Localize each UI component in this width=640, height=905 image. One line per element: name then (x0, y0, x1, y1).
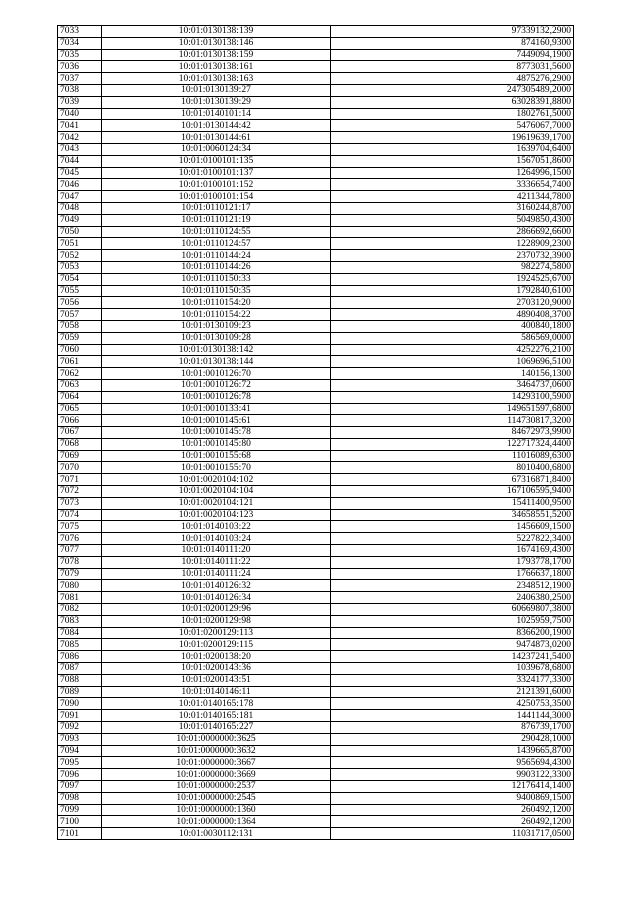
table-body (58, 26, 574, 840)
cadastral-value-cell: 84672973,9900 (331, 427, 574, 439)
row-number-cell: 7070 (58, 462, 102, 474)
table-row (58, 167, 574, 179)
cadastral-value-cell: 11031717,0500 (331, 828, 574, 840)
cadastral-number-cell: 10:01:0140101:14 (102, 108, 331, 120)
row-number-cell: 7057 (58, 309, 102, 321)
cadastral-number-cell: 10:01:0110121:17 (102, 202, 331, 214)
row-number-cell: 7054 (58, 273, 102, 285)
table-row (58, 191, 574, 203)
row-number-cell: 7098 (58, 792, 102, 804)
row-number-cell: 7092 (58, 722, 102, 734)
cadastral-value-cell: 9474873,0200 (331, 639, 574, 651)
row-number-cell: 7041 (58, 120, 102, 132)
row-number-cell: 7083 (58, 615, 102, 627)
row-number-cell: 7036 (58, 61, 102, 73)
row-number-cell: 7055 (58, 285, 102, 297)
row-number-cell: 7084 (58, 627, 102, 639)
cadastral-number-cell: 10:01:0110150:35 (102, 285, 331, 297)
cadastral-number-cell: 10:01:0000000:2537 (102, 781, 331, 793)
cadastral-value-cell: 876739,1700 (331, 722, 574, 734)
cadastral-value-cell: 7449094,1900 (331, 49, 574, 61)
cadastral-value-cell: 247305489,2000 (331, 84, 574, 96)
row-number-cell: 7082 (58, 604, 102, 616)
table-row (58, 604, 574, 616)
table-row (58, 462, 574, 474)
table-row (58, 804, 574, 816)
row-number-cell: 7063 (58, 379, 102, 391)
cadastral-number-cell: 10:01:0110154:22 (102, 309, 331, 321)
cadastral-value-cell: 19619639,1700 (331, 132, 574, 144)
cadastral-value-cell: 2866692,6600 (331, 226, 574, 238)
cadastral-number-cell: 10:01:0100101:154 (102, 191, 331, 203)
table-row (58, 615, 574, 627)
cadastral-value-cell: 1439665,8700 (331, 745, 574, 757)
cadastral-value-cell: 1793778,1700 (331, 556, 574, 568)
row-number-cell: 7087 (58, 663, 102, 675)
cadastral-number-cell: 10:01:0110121:19 (102, 214, 331, 226)
cadastral-value-cell: 1456609,1500 (331, 521, 574, 533)
cadastral-number-cell: 10:01:0200129:113 (102, 627, 331, 639)
cadastral-value-cell: 1567051,8600 (331, 155, 574, 167)
table-row (58, 120, 574, 132)
row-number-cell: 7069 (58, 450, 102, 462)
table-row (58, 639, 574, 651)
row-number-cell: 7043 (58, 143, 102, 155)
row-number-cell: 7101 (58, 828, 102, 840)
cadastral-number-cell: 10:01:0010126:72 (102, 379, 331, 391)
cadastral-value-cell: 114730817,3200 (331, 415, 574, 427)
table-row (58, 497, 574, 509)
row-number-cell: 7089 (58, 686, 102, 698)
cadastral-value-cell: 12176414,1400 (331, 781, 574, 793)
cadastral-number-cell: 10:01:0020104:104 (102, 486, 331, 498)
table-row (58, 427, 574, 439)
cadastral-value-cell: 8010400,6800 (331, 462, 574, 474)
row-number-cell: 7093 (58, 733, 102, 745)
cadastral-number-cell: 10:01:0140103:22 (102, 521, 331, 533)
table-row (58, 214, 574, 226)
cadastral-number-cell: 10:01:0060124:34 (102, 143, 331, 155)
cadastral-number-cell: 10:01:0010145:61 (102, 415, 331, 427)
table-row (58, 143, 574, 155)
table-row (58, 698, 574, 710)
table-row (58, 344, 574, 356)
cadastral-number-cell: 10:01:0000000:3667 (102, 757, 331, 769)
cadastral-value-cell: 4875276,2900 (331, 73, 574, 85)
cadastral-value-cell: 9565694,4300 (331, 757, 574, 769)
row-number-cell: 7064 (58, 391, 102, 403)
cadastral-value-cell: 586569,0000 (331, 332, 574, 344)
cadastral-number-cell: 10:01:0200129:115 (102, 639, 331, 651)
row-number-cell: 7073 (58, 497, 102, 509)
cadastral-number-cell: 10:01:0130144:42 (102, 120, 331, 132)
row-number-cell: 7090 (58, 698, 102, 710)
cadastral-value-cell: 1802761,5000 (331, 108, 574, 120)
table-row (58, 285, 574, 297)
table-row (58, 486, 574, 498)
table-row (58, 261, 574, 273)
cadastral-number-cell: 10:01:0000000:3625 (102, 733, 331, 745)
cadastral-value-cell: 4890408,3700 (331, 309, 574, 321)
row-number-cell: 7046 (58, 179, 102, 191)
cadastral-number-cell: 10:01:0110154:20 (102, 297, 331, 309)
row-number-cell: 7099 (58, 804, 102, 816)
row-number-cell: 7052 (58, 250, 102, 262)
cadastral-value-cell: 60669807,3800 (331, 604, 574, 616)
table-row (58, 521, 574, 533)
table-row (58, 273, 574, 285)
row-number-cell: 7080 (58, 580, 102, 592)
cadastral-value-table (57, 25, 574, 840)
cadastral-value-cell: 97339132,2900 (331, 26, 574, 38)
row-number-cell: 7085 (58, 639, 102, 651)
cadastral-number-cell: 10:01:0130138:159 (102, 49, 331, 61)
row-number-cell: 7047 (58, 191, 102, 203)
cadastral-number-cell: 10:01:0200138:20 (102, 651, 331, 663)
row-number-cell: 7067 (58, 427, 102, 439)
row-number-cell: 7049 (58, 214, 102, 226)
table-row (58, 96, 574, 108)
cadastral-number-cell: 10:01:0130139:27 (102, 84, 331, 96)
table-row (58, 226, 574, 238)
cadastral-number-cell: 10:01:0110124:55 (102, 226, 331, 238)
cadastral-value-cell: 3324177,3300 (331, 674, 574, 686)
table-row (58, 474, 574, 486)
row-number-cell: 7068 (58, 438, 102, 450)
row-number-cell: 7088 (58, 674, 102, 686)
cadastral-number-cell: 10:01:0200143:36 (102, 663, 331, 675)
row-number-cell: 7042 (58, 132, 102, 144)
cadastral-value-cell: 2121391,6000 (331, 686, 574, 698)
cadastral-number-cell: 10:01:0020104:102 (102, 474, 331, 486)
table-row (58, 84, 574, 96)
row-number-cell: 7044 (58, 155, 102, 167)
row-number-cell: 7078 (58, 556, 102, 568)
cadastral-value-cell: 1766637,1800 (331, 568, 574, 580)
cadastral-value-cell: 5049850,4300 (331, 214, 574, 226)
cadastral-number-cell: 10:01:0110150:33 (102, 273, 331, 285)
table-row (58, 792, 574, 804)
row-number-cell: 7060 (58, 344, 102, 356)
cadastral-value-cell: 260492,1200 (331, 816, 574, 828)
cadastral-value-cell: 1264996,1500 (331, 167, 574, 179)
table-row (58, 356, 574, 368)
cadastral-number-cell: 10:01:0100101:135 (102, 155, 331, 167)
cadastral-number-cell: 10:01:0130109:23 (102, 320, 331, 332)
row-number-cell: 7086 (58, 651, 102, 663)
row-number-cell: 7058 (58, 320, 102, 332)
cadastral-number-cell: 10:01:0010145:80 (102, 438, 331, 450)
row-number-cell: 7074 (58, 509, 102, 521)
cadastral-value-cell: 1674169,4300 (331, 545, 574, 557)
cadastral-value-cell: 1025959,7500 (331, 615, 574, 627)
table-row (58, 828, 574, 840)
cadastral-number-cell: 10:01:0010126:78 (102, 391, 331, 403)
table-row (58, 379, 574, 391)
cadastral-number-cell: 10:01:0000000:1360 (102, 804, 331, 816)
row-number-cell: 7035 (58, 49, 102, 61)
row-number-cell: 7039 (58, 96, 102, 108)
table-row (58, 26, 574, 38)
cadastral-number-cell: 10:01:0100101:137 (102, 167, 331, 179)
cadastral-number-cell: 10:01:0130138:161 (102, 61, 331, 73)
row-number-cell: 7045 (58, 167, 102, 179)
cadastral-number-cell: 10:01:0020104:121 (102, 497, 331, 509)
row-number-cell: 7097 (58, 781, 102, 793)
cadastral-number-cell: 10:01:0140111:22 (102, 556, 331, 568)
cadastral-number-cell: 10:01:0000000:3669 (102, 769, 331, 781)
table-row (58, 450, 574, 462)
cadastral-value-cell: 9400869,1500 (331, 792, 574, 804)
cadastral-number-cell: 10:01:0110144:24 (102, 250, 331, 262)
table-row (58, 769, 574, 781)
row-number-cell: 7095 (58, 757, 102, 769)
cadastral-value-cell: 149651597,6800 (331, 403, 574, 415)
row-number-cell: 7040 (58, 108, 102, 120)
row-number-cell: 7091 (58, 710, 102, 722)
cadastral-value-cell: 982274,5800 (331, 261, 574, 273)
row-number-cell: 7100 (58, 816, 102, 828)
cadastral-value-cell: 11016089,6300 (331, 450, 574, 462)
cadastral-value-cell: 4250753,3500 (331, 698, 574, 710)
row-number-cell: 7076 (58, 533, 102, 545)
row-number-cell: 7062 (58, 368, 102, 380)
cadastral-value-cell: 15411400,9500 (331, 497, 574, 509)
cadastral-value-cell: 8366200,1900 (331, 627, 574, 639)
row-number-cell: 7053 (58, 261, 102, 273)
row-number-cell: 7051 (58, 238, 102, 250)
cadastral-value-cell: 4211344,7800 (331, 191, 574, 203)
table-row (58, 61, 574, 73)
row-number-cell: 7034 (58, 37, 102, 49)
row-number-cell: 7079 (58, 568, 102, 580)
table-row (58, 250, 574, 262)
cadastral-number-cell: 10:01:0130144:61 (102, 132, 331, 144)
row-number-cell: 7071 (58, 474, 102, 486)
cadastral-number-cell: 10:01:0200129:98 (102, 615, 331, 627)
table-row (58, 368, 574, 380)
cadastral-value-cell: 34658551,5200 (331, 509, 574, 521)
cadastral-number-cell: 10:01:0140165:181 (102, 710, 331, 722)
row-number-cell: 7033 (58, 26, 102, 38)
table-row (58, 722, 574, 734)
cadastral-number-cell: 10:01:0030112:131 (102, 828, 331, 840)
cadastral-number-cell: 10:01:0010126:70 (102, 368, 331, 380)
cadastral-value-cell: 2703120,9000 (331, 297, 574, 309)
row-number-cell: 7056 (58, 297, 102, 309)
cadastral-value-cell: 14237241,5400 (331, 651, 574, 663)
cadastral-number-cell: 10:01:0100101:152 (102, 179, 331, 191)
cadastral-value-cell: 63028391,8800 (331, 96, 574, 108)
table-row (58, 108, 574, 120)
table-row (58, 568, 574, 580)
cadastral-value-cell: 9903122,3300 (331, 769, 574, 781)
cadastral-value-cell: 4252276,2100 (331, 344, 574, 356)
table-row (58, 556, 574, 568)
row-number-cell: 7096 (58, 769, 102, 781)
table-row (58, 686, 574, 698)
row-number-cell: 7081 (58, 592, 102, 604)
cadastral-number-cell: 10:01:0200143:51 (102, 674, 331, 686)
cadastral-number-cell: 10:01:0130138:163 (102, 73, 331, 85)
cadastral-value-cell: 3464737,0600 (331, 379, 574, 391)
table-row (58, 37, 574, 49)
cadastral-number-cell: 10:01:0130138:142 (102, 344, 331, 356)
table-row (58, 438, 574, 450)
row-number-cell: 7072 (58, 486, 102, 498)
table-row (58, 757, 574, 769)
table-row (58, 545, 574, 557)
row-number-cell: 7050 (58, 226, 102, 238)
row-number-cell: 7075 (58, 521, 102, 533)
cadastral-value-cell: 1792840,6100 (331, 285, 574, 297)
cadastral-number-cell: 10:01:0130139:29 (102, 96, 331, 108)
cadastral-number-cell: 10:01:0010155:68 (102, 450, 331, 462)
cadastral-number-cell: 10:01:0140126:32 (102, 580, 331, 592)
cadastral-number-cell: 10:01:0130138:139 (102, 26, 331, 38)
table-row (58, 663, 574, 675)
table-row (58, 816, 574, 828)
table-row (58, 391, 574, 403)
cadastral-number-cell: 10:01:0000000:3632 (102, 745, 331, 757)
cadastral-value-cell: 5476067,7000 (331, 120, 574, 132)
cadastral-value-cell: 167106595,9400 (331, 486, 574, 498)
cadastral-value-cell: 140156,1300 (331, 368, 574, 380)
cadastral-number-cell: 10:01:0140111:20 (102, 545, 331, 557)
cadastral-value-cell: 3336654,7400 (331, 179, 574, 191)
table-row (58, 580, 574, 592)
cadastral-value-cell: 122717324,4400 (331, 438, 574, 450)
cadastral-value-cell: 8773031,5600 (331, 61, 574, 73)
cadastral-number-cell: 10:01:0020104:123 (102, 509, 331, 521)
table-row (58, 49, 574, 61)
cadastral-number-cell: 10:01:0200129:96 (102, 604, 331, 616)
table-row (58, 403, 574, 415)
cadastral-number-cell: 10:01:0010145:78 (102, 427, 331, 439)
cadastral-value-cell: 290428,1000 (331, 733, 574, 745)
table-row (58, 332, 574, 344)
row-number-cell: 7061 (58, 356, 102, 368)
cadastral-value-cell: 1924525,6700 (331, 273, 574, 285)
row-number-cell: 7048 (58, 202, 102, 214)
table-row (58, 592, 574, 604)
table-row (58, 674, 574, 686)
table-row (58, 651, 574, 663)
row-number-cell: 7038 (58, 84, 102, 96)
table-row (58, 297, 574, 309)
cadastral-value-cell: 2406380,2500 (331, 592, 574, 604)
cadastral-number-cell: 10:01:0140165:178 (102, 698, 331, 710)
cadastral-number-cell: 10:01:0110124:57 (102, 238, 331, 250)
table-row (58, 745, 574, 757)
row-number-cell: 7037 (58, 73, 102, 85)
table-row (58, 781, 574, 793)
table-row (58, 202, 574, 214)
cadastral-value-cell: 1639704,6400 (331, 143, 574, 155)
table-row (58, 320, 574, 332)
cadastral-value-cell: 67316871,8400 (331, 474, 574, 486)
cadastral-value-cell: 2370732,3900 (331, 250, 574, 262)
cadastral-value-cell: 400840,1800 (331, 320, 574, 332)
table-row (58, 710, 574, 722)
row-number-cell: 7094 (58, 745, 102, 757)
cadastral-number-cell: 10:01:0140146:11 (102, 686, 331, 698)
row-number-cell: 7066 (58, 415, 102, 427)
cadastral-number-cell: 10:01:0140165:227 (102, 722, 331, 734)
table-row (58, 73, 574, 85)
cadastral-value-cell: 260492,1200 (331, 804, 574, 816)
cadastral-number-cell: 10:01:0130138:146 (102, 37, 331, 49)
cadastral-value-cell: 1441144,3000 (331, 710, 574, 722)
table-row (58, 627, 574, 639)
table-row (58, 533, 574, 545)
cadastral-value-cell: 2348512,1900 (331, 580, 574, 592)
cadastral-number-cell: 10:01:0140103:24 (102, 533, 331, 545)
cadastral-value-cell: 874160,9300 (331, 37, 574, 49)
cadastral-value-cell: 1069696,5100 (331, 356, 574, 368)
table-row (58, 415, 574, 427)
cadastral-value-cell: 5227822,3400 (331, 533, 574, 545)
cadastral-value-cell: 3160244,8700 (331, 202, 574, 214)
cadastral-number-cell: 10:01:0000000:2545 (102, 792, 331, 804)
cadastral-value-cell: 1039678,6800 (331, 663, 574, 675)
cadastral-value-cell: 1228909,2300 (331, 238, 574, 250)
cadastral-number-cell: 10:01:0130138:144 (102, 356, 331, 368)
cadastral-number-cell: 10:01:0130109:28 (102, 332, 331, 344)
cadastral-number-cell: 10:01:0110144:26 (102, 261, 331, 273)
row-number-cell: 7065 (58, 403, 102, 415)
cadastral-number-cell: 10:01:0140111:24 (102, 568, 331, 580)
table-row (58, 733, 574, 745)
cadastral-number-cell: 10:01:0010133:41 (102, 403, 331, 415)
cadastral-number-cell: 10:01:0000000:1364 (102, 816, 331, 828)
cadastral-number-cell: 10:01:0140126:34 (102, 592, 331, 604)
table-row (58, 509, 574, 521)
cadastral-value-cell: 14293100,5900 (331, 391, 574, 403)
table-row (58, 179, 574, 191)
cadastral-number-cell: 10:01:0010155:70 (102, 462, 331, 474)
row-number-cell: 7059 (58, 332, 102, 344)
row-number-cell: 7077 (58, 545, 102, 557)
table-row (58, 238, 574, 250)
table-row (58, 309, 574, 321)
table-row (58, 132, 574, 144)
table-row (58, 155, 574, 167)
